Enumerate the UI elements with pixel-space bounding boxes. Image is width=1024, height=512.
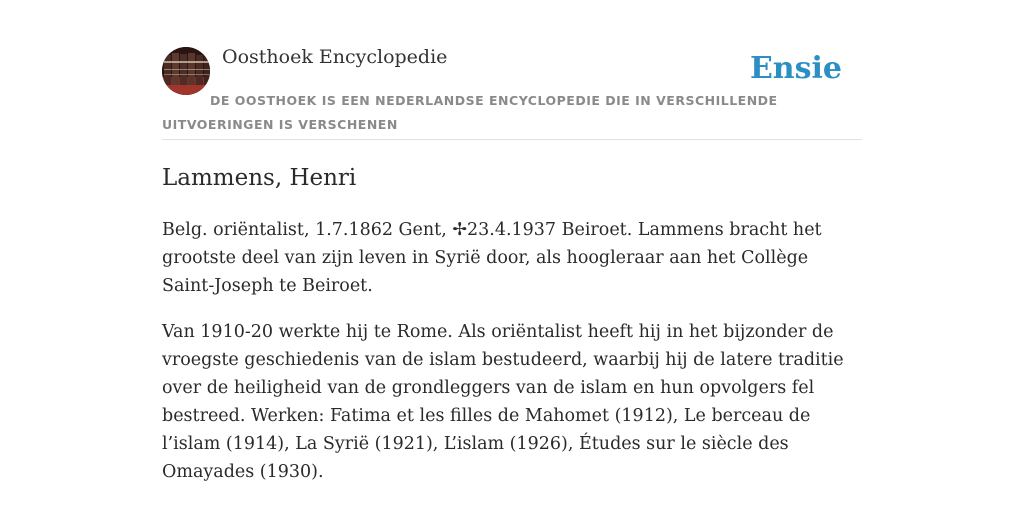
article [162,160,862,504]
site-tagline: DE OOSTHOEK IS EEN NEDERLANDSE ENCYCLOPEDIE DIE IN VERSCHILLENDE UITVOERINGEN IS VERSCHENEN [162,93,778,132]
article-paragraph: Van 1910-20 werkte hij te Rome. Als oriëntalist heeft hij in het bijzonder de vroegste geschiedenis van de islam bestudeerd, waarbij hij de latere traditie over de heiligheid van de grondleggers van de islam en hun opvolgers fel bestreed. Werken: Fatima et les filles de Mahomet (1912), Le berceau de l’islam (1914), La Syrië (1921), L’islam (1926), Études sur le siècle des Omayades (1930). [162,322,844,482]
article-paragraph: Belg. oriëntalist, 1.7.1862 Gent, ✢23.4.1937 Beiroet. Lammens bracht het grootste deel van zijn leven in Syrië door, als hoogleraar aan het Collège Saint-Joseph te Beiroet. [162,220,822,296]
page [162,0,862,512]
site-header [162,0,862,140]
brand-logo[interactable]: Ensie [749,51,842,86]
encyclopedia-books-icon[interactable] [162,47,210,95]
site-title[interactable]: Oosthoek Encyclopedie [222,46,448,68]
article-title: Lammens, Henri [162,165,357,191]
